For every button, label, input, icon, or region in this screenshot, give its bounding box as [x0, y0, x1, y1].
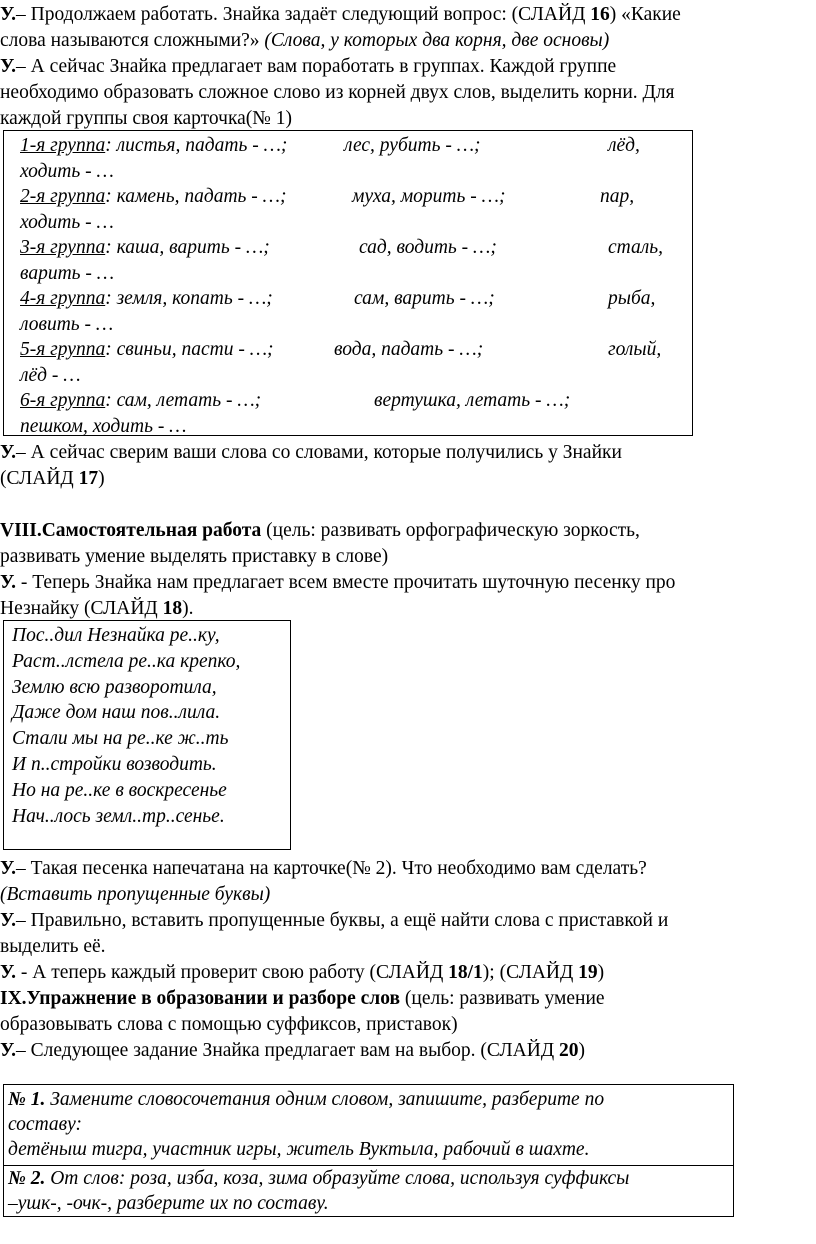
- group-row: [20, 235, 270, 261]
- task-1-line-2: составу:: [8, 1114, 83, 1135]
- group-words-4: ловить - …: [20, 314, 114, 335]
- poem-line: Но на ре..ке в воскресенье: [12, 779, 227, 801]
- poem-box: [3, 620, 291, 850]
- group-label: 5-я группа: [20, 339, 106, 360]
- group-words-2: лес, рубить - …;: [344, 135, 481, 156]
- poem-line: Даже дом наш пов..лила.: [12, 702, 221, 724]
- group-words-1: : земля, копать - …;: [105, 288, 273, 309]
- task-2-line-1: № 2. От слов: роза, изба, коза, зима образуйте слова, используя суффиксы: [8, 1168, 630, 1189]
- slide-number: 16: [590, 4, 610, 25]
- group-label: 3-я группа: [20, 237, 106, 258]
- task-2-cell: [3, 1165, 734, 1217]
- group-words-1: : листья, падать - …;: [105, 135, 288, 156]
- group-label: 4-я группа: [20, 288, 106, 309]
- paragraph-2-line-2: необходимо образовать сложное слово из корней двух слов, выделить корни. Для: [0, 82, 675, 103]
- group-words-3: рыба,: [608, 288, 656, 309]
- poem-line: И п..стройки возводить.: [12, 754, 217, 775]
- group-words-3: лёд,: [608, 135, 640, 156]
- group-words-1: : свиньи, пасти - …;: [105, 339, 274, 360]
- speaker-label: У.: [0, 4, 17, 25]
- section-9-line-1: IX.Упражнение в образовании и разборе слов (цель: развивать умение: [0, 988, 605, 1009]
- group-row: [20, 337, 274, 363]
- poem-line: Пос..дил Незнайка ре..ку,: [12, 625, 220, 646]
- slide-number: 18: [162, 598, 183, 619]
- slide-number: 19: [578, 962, 598, 983]
- group-words-4: пешком, ходить - …: [20, 416, 187, 437]
- task-1-line-1: № 1. Замените словосочетания одним словом, запишите, разберите по: [8, 1089, 605, 1110]
- card-1-box: [3, 130, 693, 436]
- group-words-2: сад, водить - …;: [359, 237, 497, 258]
- section-9-line-2: образовывать слова с помощью суффиксов, приставок): [0, 1014, 458, 1035]
- paragraph-6-line-1: У.– Правильно, вставить пропущенные буквы, а ещё найти слова с приставкой и: [0, 910, 669, 931]
- task-1-cell: [3, 1084, 734, 1166]
- task-number: № 1.: [8, 1089, 46, 1110]
- paragraph-2-line-3: каждой группы своя карточка(№ 1): [0, 108, 293, 129]
- group-words-1: : камень, падать - …;: [105, 186, 287, 207]
- group-words-3: пар,: [600, 186, 635, 207]
- section-8-line-2: развивать умение выделять приставку в слове): [0, 546, 389, 567]
- poem-line: Стали мы на ре..ке ж..ть: [12, 728, 229, 750]
- speaker-label: У.: [0, 910, 17, 931]
- group-label: 2-я группа: [20, 186, 106, 207]
- paragraph-3-line-2: (СЛАЙД 17): [0, 468, 105, 489]
- group-label: 6-я группа: [20, 390, 106, 411]
- task-1-line-3: детёныш тигра, участник игры, житель Вуктыла, рабочий в шахте.: [8, 1139, 590, 1160]
- answer-text: (Вставить пропущенные буквы): [0, 884, 271, 905]
- answer-text: (Слова, у которых два корня, две основы): [264, 30, 610, 51]
- section-title: IX.Упражнение в образовании и разборе слов: [0, 988, 401, 1009]
- group-row: [20, 286, 273, 312]
- poem-line: Нач..лось земл..тр..сенье.: [12, 805, 225, 827]
- paragraph-3-line-1: У.– А сейчас сверим ваши слова со словами, которые получились у Знайки: [0, 442, 622, 463]
- group-row: [20, 133, 287, 159]
- section-title: VIII.Самостоятельная работа: [0, 520, 262, 541]
- group-words-4: варить - …: [20, 263, 115, 284]
- paragraph-5-line-1: У.– Такая песенка напечатана на карточке(№ 2). Что необходимо вам сделать?: [0, 858, 647, 879]
- speaker-label: У.: [0, 56, 17, 77]
- paragraph-6-line-2: выделить её.: [0, 936, 106, 957]
- slide-number: 18/1: [448, 962, 483, 983]
- paragraph-1-line-2: слова называются сложными?» (Слова, у которых два корня, две основы): [0, 30, 610, 51]
- slide-number: 17: [78, 468, 99, 489]
- group-words-4: лёд - …: [20, 365, 81, 386]
- poem-line: Землю всю разворотила,: [12, 676, 217, 698]
- paragraph-8-line-1: У.– Следующее задание Знайка предлагает вам на выбор. (СЛАЙД 20): [0, 1040, 585, 1061]
- speaker-label: У.: [0, 442, 17, 463]
- group-words-1: : каша, варить - …;: [105, 237, 270, 258]
- group-words-2: вода, падать - …;: [334, 339, 484, 360]
- group-words-4: ходить - …: [20, 161, 114, 182]
- paragraph-2-line-1: У.– А сейчас Знайка предлагает вам поработать в группах. Каждой группе: [0, 56, 617, 77]
- group-row: [20, 388, 261, 414]
- group-words-2: муха, морить - …;: [352, 186, 506, 207]
- group-words-2: вертушка, летать - …;: [374, 390, 571, 411]
- speaker-label: У.: [0, 1040, 17, 1061]
- paragraph-4-line-2: Незнайку (СЛАЙД 18).: [0, 598, 194, 619]
- group-words-3: голый,: [608, 339, 662, 360]
- task-2-line-2: –ушк-, -очк-, разберите их по составу.: [8, 1193, 329, 1214]
- paragraph-7-line-1: У. - А теперь каждый проверит свою работу (СЛАЙД 18/1); (СЛАЙД 19): [0, 962, 605, 983]
- task-number: № 2.: [8, 1168, 46, 1189]
- speaker-label: У.: [0, 858, 17, 879]
- slide-number: 20: [559, 1040, 579, 1061]
- paragraph-1-line-1: У.– Продолжаем работать. Знайка задаёт следующий вопрос: (СЛАЙД 16) «Какие: [0, 4, 681, 25]
- group-words-1: : сам, летать - …;: [105, 390, 262, 411]
- poem-line: Раст..лстела ре..ка крепко,: [12, 650, 241, 672]
- group-label: 1-я группа: [20, 135, 106, 156]
- section-8-line-1: VIII.Самостоятельная работа (цель: развивать орфографическую зоркость,: [0, 520, 640, 541]
- speaker-label: У.: [0, 962, 17, 983]
- paragraph-4-line-1: У. - Теперь Знайка нам предлагает всем вместе прочитать шуточную песенку про: [0, 572, 676, 593]
- group-words-3: сталь,: [608, 237, 663, 258]
- group-words-2: сам, варить - …;: [354, 288, 495, 309]
- speaker-label: У.: [0, 572, 17, 593]
- group-words-4: ходить - …: [20, 212, 114, 233]
- group-row: [20, 184, 287, 210]
